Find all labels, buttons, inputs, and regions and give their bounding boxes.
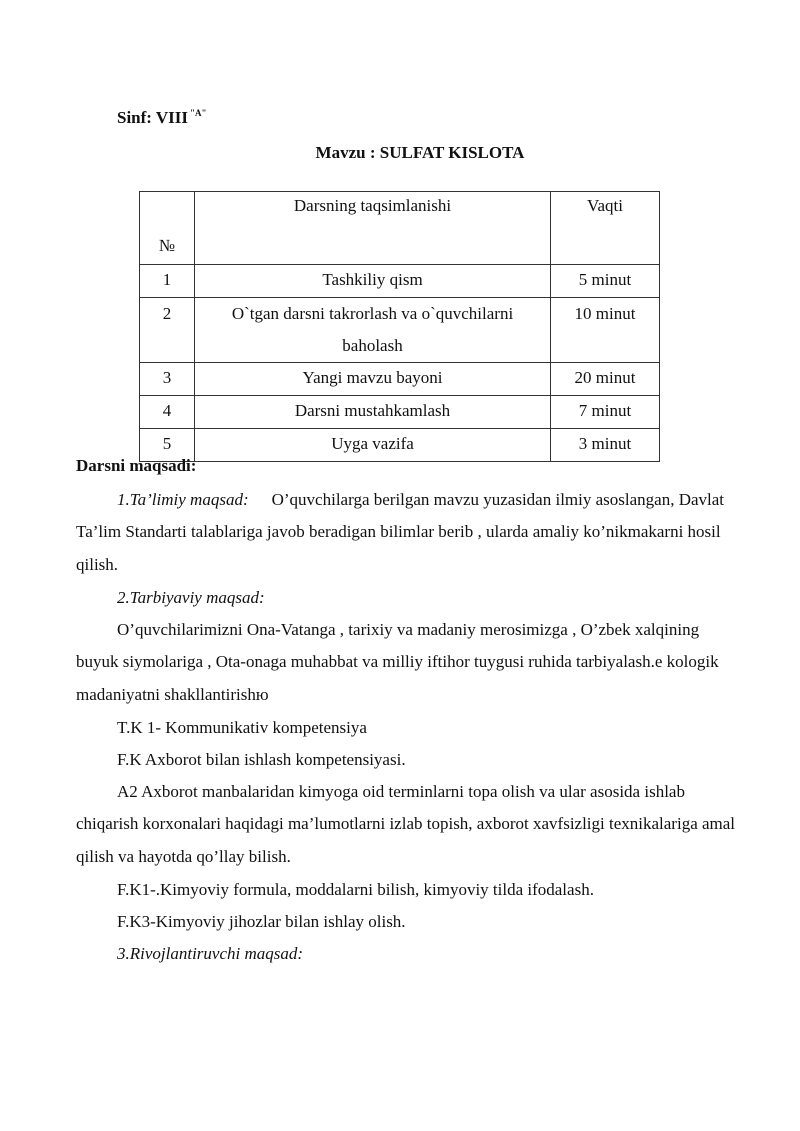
row-number: 2 — [140, 298, 195, 363]
row-stage: O`tgan darsni takrorlash va o`quvchilarni baholash — [195, 298, 551, 363]
table-row — [140, 396, 660, 429]
competency-item: A2 Axborot manbalaridan kimyoga oid terminlarni topa olish va ular asosida ishlab chiqarish korxonalari haqidagi ma’lumotlarni izlab topish, axborot xavfsizligi texnikalariga amal qilish va hayotda qo’llay bilish. — [76, 782, 736, 866]
row-time: 20 minut — [551, 363, 660, 396]
competency-item: F.K3-Kimyoviy jihozlar bilan ishlay olish. — [117, 912, 406, 931]
row-number: 5 — [140, 429, 195, 462]
row-number: 1 — [140, 265, 195, 298]
row-number: 3 — [140, 363, 195, 396]
goal-educational — [76, 484, 736, 581]
header-number: № — [140, 192, 195, 265]
goals-heading: Darsni maqsadi: — [76, 456, 197, 475]
row-stage: Tashkiliy qism — [195, 265, 551, 298]
goal-upbringing-label — [76, 582, 736, 614]
competency-item: F.K1-.Kimyoviy formula, moddalarni bilish, kimyoviy tilda ifodalash. — [117, 880, 594, 899]
goal-upbringing-text: O’quvchilarimizni Ona-Vatanga , tarixiy va madaniy merosimizga , O’zbek xalqining buyuk siymolariga , Ota-onaga muhabbat va milliy iftihor tuygusi ruhida tarbiyalash.e kologik madaniyatni shakllantirishю — [76, 620, 719, 704]
goal-developmental-label — [76, 938, 736, 970]
goal-developmental-label-text: 3.Rivojlantiruvchi maqsad: — [117, 944, 304, 963]
header-time: Vaqti — [551, 192, 660, 265]
row-stage: Yangi mavzu bayoni — [195, 363, 551, 396]
row-time: 5 minut — [551, 265, 660, 298]
grade-label — [117, 108, 207, 128]
header-stage: Darsning taqsimlanishi — [195, 192, 551, 265]
table-header-row — [140, 192, 660, 265]
goal-educational-label: 1.Ta’limiy maqsad: — [117, 490, 249, 509]
row-number: 4 — [140, 396, 195, 429]
goal-upbringing-label-text: 2.Tarbiyaviy maqsad: — [117, 588, 265, 607]
class-letter: "A" — [190, 108, 207, 118]
competency-item: T.K 1- Kommunikativ kompetensiya — [117, 718, 367, 737]
row-time: 7 minut — [551, 396, 660, 429]
row-time: 10 minut — [551, 298, 660, 363]
goal-educational-text: O’quvchilarga berilgan mavzu yuzasidan ilmiy asoslangan, Davlat Ta’lim Standarti talablariga javob beradigan bilimlar berib , ularda amaliy ko’nikmakarni hosil qilish. — [76, 490, 725, 574]
grade-text: Sinf: VIII — [117, 108, 189, 127]
table-row — [140, 298, 660, 363]
lesson-plan-table — [139, 191, 660, 462]
table-row — [140, 363, 660, 396]
lesson-topic: Mavzu : SULFAT KISLOTA — [315, 143, 525, 162]
competency-item: F.K Axborot bilan ishlash kompetensiyasi. — [117, 750, 406, 769]
row-time: 3 minut — [551, 429, 660, 462]
row-stage: Uyga vazifa — [195, 429, 551, 462]
table-row — [140, 265, 660, 298]
row-stage: Darsni mustahkamlash — [195, 396, 551, 429]
table-row — [140, 429, 660, 462]
